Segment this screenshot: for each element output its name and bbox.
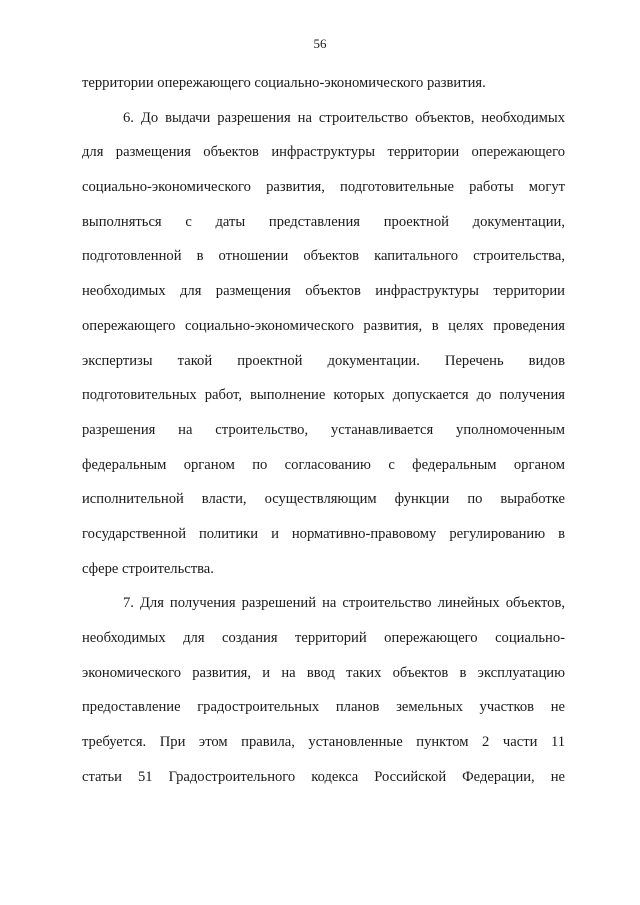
- text-line: экспертизы такой проектной документации. Перечень видов: [82, 352, 565, 369]
- text-line: подготовительных работ, выполнение которых допускается до получения: [82, 387, 565, 404]
- text-line: территории опережающего социально-экономического развития.: [82, 75, 486, 91]
- text-line: сфере строительства.: [82, 560, 214, 577]
- text-line: требуется. При этом правила, установленные пунктом 2 части 11: [82, 734, 565, 751]
- text-line: 6. До выдачи разрешения на строительство объектов, необходимых: [123, 109, 565, 126]
- text-line: исполнительной власти, осуществляющим функции по выработке: [82, 491, 565, 508]
- text-line: статьи 51 Градостроительного кодекса Российской Федерации, не: [82, 768, 565, 785]
- text-line: разрешения на строительство, устанавливается уполномоченным: [82, 421, 565, 438]
- text-line: выполняться с даты представления проектной документации,: [82, 213, 565, 230]
- text-line: необходимых для создания территорий опережающего социально-: [82, 630, 565, 646]
- text-line: государственной политики и нормативно-правовому регулированию в: [82, 525, 565, 542]
- text-line: федеральным органом по согласованию с федеральным органом: [82, 456, 565, 473]
- page-number: 56: [313, 36, 327, 51]
- text-line: 7. Для получения разрешений на строительство линейных объектов,: [123, 595, 565, 612]
- text-line: экономического развития, и на ввод таких объектов в эксплуатацию: [82, 664, 565, 681]
- body-text: [82, 66, 565, 794]
- text-line: предоставление градостроительных планов земельных участков не: [82, 699, 565, 716]
- text-line: опережающего социально-экономического развития, в целях проведения: [82, 317, 565, 334]
- text-line: подготовленной в отношении объектов капитального строительства,: [82, 248, 565, 265]
- text-line: социально-экономического развития, подготовительные работы могут: [82, 179, 565, 196]
- text-line: для размещения объектов инфраструктуры территории опережающего: [82, 144, 565, 161]
- text-line: необходимых для размещения объектов инфраструктуры территории: [82, 283, 565, 300]
